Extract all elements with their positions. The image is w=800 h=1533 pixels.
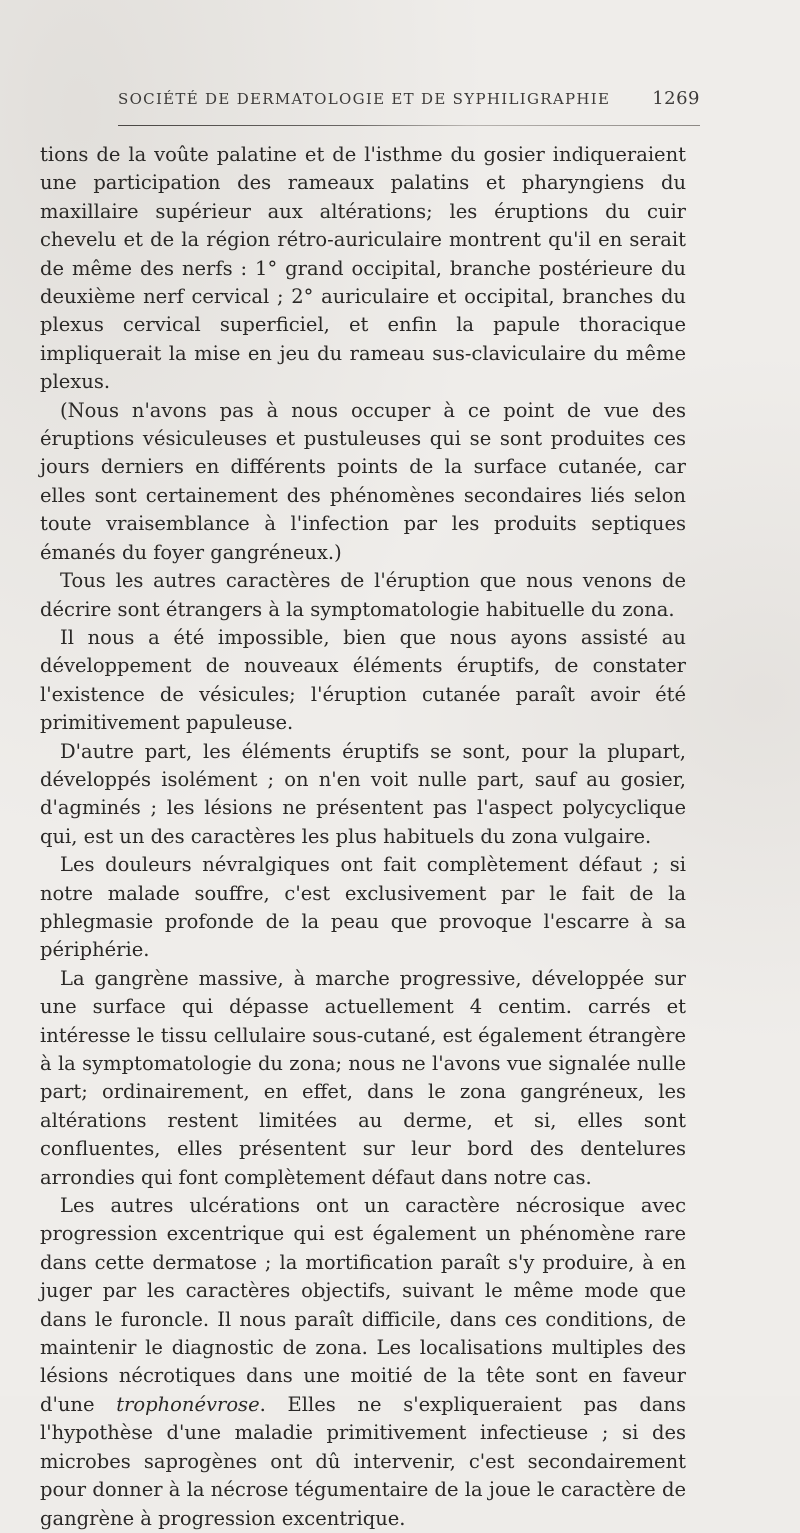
paragraph: La gangrène massive, à marche progressive, développée sur une surface qui dépasse actuellement 4 centim. carrés et intéresse le tissu cellulaire sous-cutané, est également étrangère à la symptomatologie du zona; nous ne l'avons vue signalée nulle part; ordinairement, en effet, dans le zona gangréneux, les altérations restent limitées au derme, et si, elles sont confluentes, elles présentent sur leur bord des dentelures arrondies qui font complètement défaut dans notre cas. <box>40 966 686 1189</box>
paragraph-continued: tions de la voûte palatine et de l'isthme du gosier indiqueraient une participation des rameaux palatins et pharyngiens du maxillaire supérieur aux altérations; les éruptions du cuir chevelu et de la région rétro-auriculaire montrent qu'il en serait de même des nerfs : 1° grand occipital, branche postérieure du deuxième nerf cervical ; 2° auriculaire et occipital, branches du plexus cervical superficiel, et enfin la papule thoracique impliquerait la mise en jeu du rameau sus-claviculaire du même plexus. <box>40 143 686 394</box>
running-title: SOCIÉTÉ DE DERMATOLOGIE ET DE SYPHILIGRAPHIE <box>118 90 611 108</box>
paragraph: (Nous n'avons pas à nous occuper à ce point de vue des éruptions vésiculeuses et pustuleuses qui se sont produites ces jours derniers en différents points de la surface cutanée, car elles sont certainement des phénomènes secondaires liés selon toute vraisemblance à l'infection par les produits septiques émanés du foyer gangréneux.) <box>40 398 686 564</box>
header-rule <box>118 125 700 126</box>
paragraph: D'autre part, les éléments éruptifs se sont, pour la plupart, développés isolément ; on n'en voit nulle part, sauf au gosier, d'agminés ; les lésions ne présentent pas l'aspect polycyclique qui, est un des caractères les plus habituels du zona vulgaire. <box>40 739 686 848</box>
page-number: 1269 <box>652 88 700 109</box>
paragraph: Tous les autres caractères de l'éruption que nous venons de décrire sont étrangers à la symptomatologie habituelle du zona. <box>40 569 686 621</box>
italic-term: trophonévrose <box>116 1392 260 1416</box>
paragraph: Les douleurs névralgiques ont fait complètement défaut ; si notre malade souffre, c'est exclusivement par le fait de la phlegmasie profonde de la peau que provoque l'escarre à sa périphérie. <box>40 853 686 962</box>
text-run: Les autres ulcérations ont un caractère nécrosique avec progression excentrique qui est également un phénomène rare dans cette dermatose ; la mortification paraît s'y produire, à en juger par les caractères objectifs, suivant le même mode que dans le furoncle. Il nous paraît difficile, dans ces conditions, de maintenir le diagnostic de zona. Les localisations multiples des lésions nécrotiques dans une moitié de la tête sont en faveur d'une <box>40 1194 686 1416</box>
paragraph: Il nous a été impossible, bien que nous ayons assisté au développement de nouveaux éléments éruptifs, de constater l'existence de vésicules; l'éruption cutanée paraît avoir été primitivement papuleuse. <box>40 625 686 735</box>
body-text <box>40 141 686 1533</box>
running-head <box>118 88 700 114</box>
text-run: . Elles ne s'expliqueraient pas dans l'hypothèse d'une maladie primitivement infectieuse ; si des microbes saprogènes ont dû intervenir, c'est secondairement pour donner à la nécrose tégumentaire de la joue le caractère de gangrène à progression excentrique. <box>40 1392 686 1530</box>
paragraph-last <box>40 1192 686 1533</box>
